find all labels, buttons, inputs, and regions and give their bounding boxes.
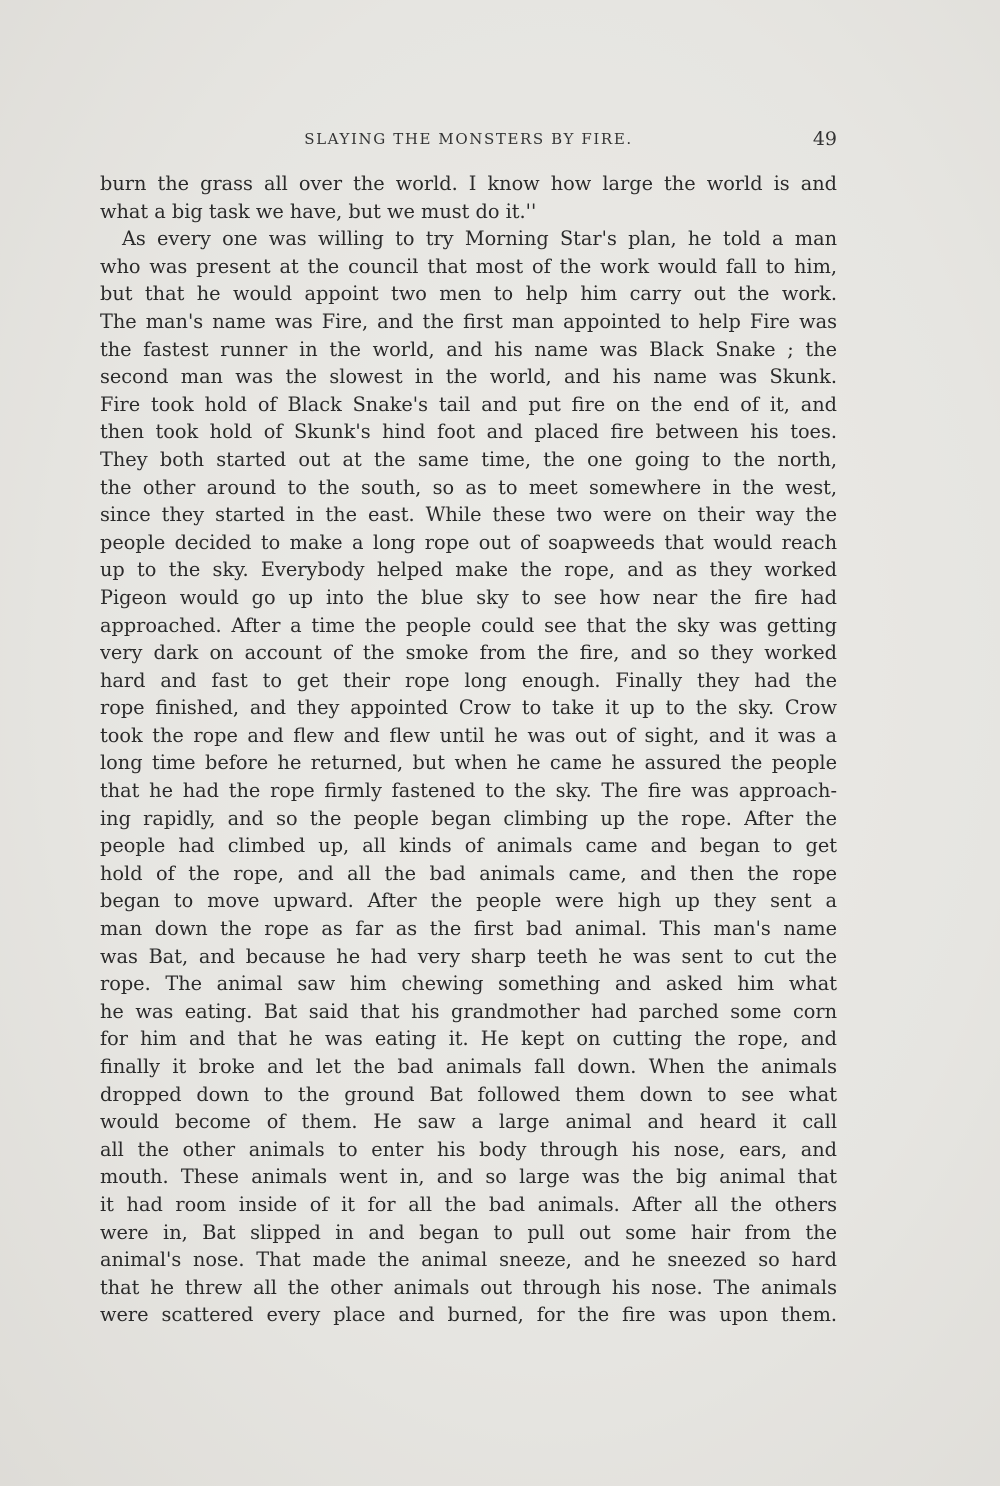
text-line: man down the rope as far as the first bad animal. This man's name xyxy=(100,917,837,941)
text-line: rope finished, and they appointed Crow to take it up to the sky. Crow xyxy=(100,696,837,720)
text-line: very dark on account of the smoke from the fire, and so they worked xyxy=(100,641,837,665)
text-line: took the rope and flew and flew until he was out of sight, and it was a xyxy=(100,723,837,747)
running-header xyxy=(100,128,837,158)
text-line: hold of the rope, and all the bad animals came, and then the rope xyxy=(100,861,837,885)
text-line: what a big task we have, but we must do it.'' xyxy=(100,199,537,223)
body-text xyxy=(100,170,837,1329)
text-line: Fire took hold of Black Snake's tail and put fire on the end of it, and xyxy=(100,392,837,416)
text-line: They both started out at the same time, the one going to the north, xyxy=(100,447,837,471)
text-line: was Bat, and because he had very sharp teeth he was sent to cut the xyxy=(100,944,837,968)
paragraph-first-line: As every one was willing to try Morning Star's plan, he told a man xyxy=(122,227,837,251)
text-line: The man's name was Fire, and the first man appointed to help Fire was xyxy=(100,309,837,333)
text-line: would become of them. He saw a large animal and heard it call xyxy=(100,1110,837,1134)
text-line: Pigeon would go up into the blue sky to see how near the fire had xyxy=(100,585,837,609)
text-line: who was present at the council that most of the work would fall to him, xyxy=(100,254,837,278)
text-line: up to the sky. Everybody helped make the rope, and as they worked xyxy=(100,558,837,582)
text-line: rope. The animal saw him chewing something and asked him what xyxy=(100,972,837,996)
text-line: approached. After a time the people could see that the sky was getting xyxy=(100,613,837,637)
text-line: second man was the slowest in the world, and his name was Skunk. xyxy=(100,365,837,389)
text-line: were scattered every place and burned, for the fire was upon them. xyxy=(100,1303,837,1327)
text-line: but that he would appoint two men to help him carry out the work. xyxy=(100,282,837,306)
text-line: were in, Bat slipped in and began to pull out some hair from the xyxy=(100,1220,837,1244)
text-line: then took hold of Skunk's hind foot and placed fire between his toes. xyxy=(100,420,837,444)
running-title: SLAYING THE MONSTERS BY FIRE. xyxy=(304,130,633,148)
text-line: all the other animals to enter his body through his nose, ears, and xyxy=(100,1137,837,1161)
text-line: finally it broke and let the bad animals fall down. When the animals xyxy=(100,1055,837,1078)
text-line: burn the grass all over the world. I know how large the world is and xyxy=(100,172,837,195)
text-line: for him and that he was eating it. He kept on cutting the rope, and xyxy=(100,1027,837,1051)
text-line: hard and fast to get their rope long enough. Finally they had the xyxy=(100,668,837,692)
text-line: people had climbed up, all kinds of animals came and began to get xyxy=(100,834,837,858)
text-line: it had room inside of it for all the bad animals. After all the others xyxy=(100,1192,837,1216)
text-line: mouth. These animals went in, and so large was the big animal that xyxy=(100,1165,837,1189)
text-line: since they started in the east. While these two were on their way the xyxy=(100,503,837,527)
text-line: the fastest runner in the world, and his name was Black Snake ; the xyxy=(100,337,837,361)
text-line: he was eating. Bat said that his grandmother had parched some corn xyxy=(100,999,837,1023)
text-line: that he had the rope firmly fastened to the sky. The fire was approach- xyxy=(100,779,837,803)
text-line: the other around to the south, so as to meet somewhere in the west, xyxy=(100,475,837,499)
page-number: 49 xyxy=(812,128,837,150)
text-line: began to move upward. After the people were high up they sent a xyxy=(100,889,837,913)
text-line: ing rapidly, and so the people began climbing up the rope. After the xyxy=(100,806,837,830)
text-line: animal's nose. That made the animal sneeze, and he sneezed so hard xyxy=(100,1248,837,1272)
text-line: long time before he returned, but when he came he assured the people xyxy=(100,751,837,775)
text-line: dropped down to the ground Bat followed them down to see what xyxy=(100,1082,837,1106)
text-line: people decided to make a long rope out of soapweeds that would reach xyxy=(100,530,837,554)
text-line: that he threw all the other animals out through his nose. The animals xyxy=(100,1275,837,1299)
